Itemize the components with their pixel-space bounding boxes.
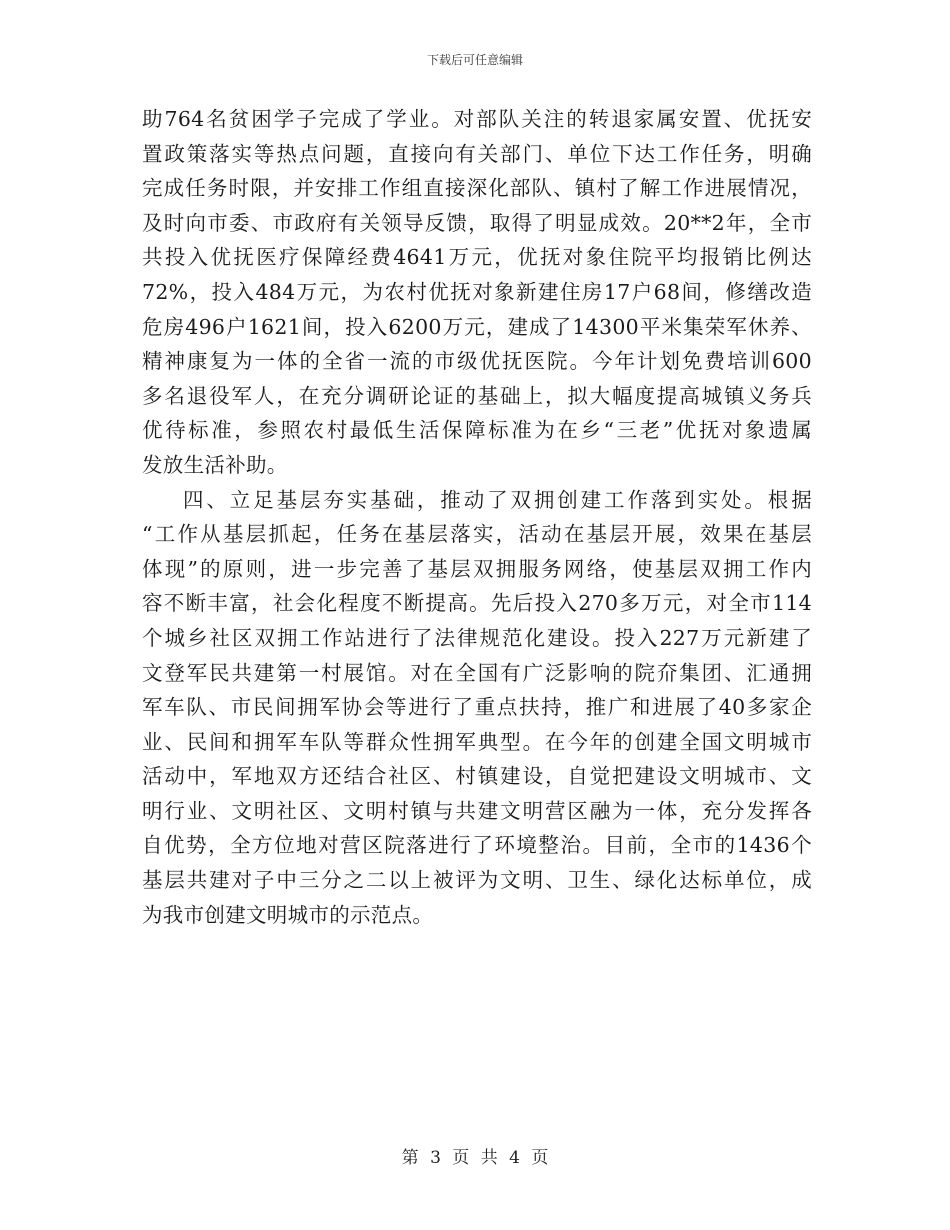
text-line: 完成任务时限，并安排工作组直接深化部队、镇村了解工作进展情况， xyxy=(142,176,812,201)
text-line: 容不断丰富，社会化程度不断提高。先后投入270多万元，对全市114 xyxy=(142,591,812,616)
text-line: 体现”的原则，进一步完善了基层双拥服务网络，使基层双拥工作内 xyxy=(142,556,812,581)
page-header-note: 下载后可任意编辑 xyxy=(426,53,523,67)
text-line: 共投入优抚医疗保障经费4641万元，优抚对象住院平均报销比例达 xyxy=(142,245,812,270)
text-line: 为我市创建文明城市的示范点。 xyxy=(142,902,434,927)
text-line: 军车队、市民间拥军协会等进行了重点扶持，推广和进展了40多家企 xyxy=(142,695,812,720)
text-line: 危房496户1621间，投入6200万元，建成了14300平米集荣军休养、 xyxy=(142,314,812,339)
page-number-footer: 第 3 页 共 4 页 xyxy=(401,1148,549,1168)
text-line: 置政策落实等热点问题，直接向有关部门、单位下达工作任务，明确 xyxy=(142,141,812,166)
document-body xyxy=(142,102,812,932)
paragraph-heading-line: 四、立足基层夯实基础，推动了双拥创建工作落到实处。根据 xyxy=(183,487,812,512)
text-line: 优待标准，参照农村最低生活保障标准为在乡“三老”优抚对象遗属 xyxy=(142,418,812,443)
text-line: 活动中，军地双方还结合社区、村镇建设，自觉把建设文明城市、文 xyxy=(142,764,812,789)
text-line: 精神康复为一体的全省一流的市级优抚医院。今年计划免费培训600 xyxy=(142,349,812,374)
text-line: 及时向市委、市政府有关领导反馈，取得了明显成效。20**2年，全市 xyxy=(142,210,812,235)
text-line: “工作从基层抓起，任务在基层落实，活动在基层开展，效果在基层 xyxy=(142,522,812,547)
text-line: 72%，投入484万元，为农村优抚对象新建住房17户68间，修缮改造 xyxy=(142,279,812,304)
text-line: 文登军民共建第一村展馆。对在全国有广泛影响的院夼集团、汇通拥 xyxy=(142,660,812,685)
text-line: 基层共建对子中三分之二以上被评为文明、卫生、绿化达标单位，成 xyxy=(142,868,812,893)
text-line: 自优势，全方位地对营区院落进行了环境整治。目前，全市的1436个 xyxy=(142,833,812,858)
text-line: 个城乡社区双拥工作站进行了法律规范化建设。投入227万元新建了 xyxy=(142,625,812,650)
text-line: 发放生活补助。 xyxy=(142,452,288,477)
text-line: 业、民间和拥军车队等群众性拥军典型。在今年的创建全国文明城市 xyxy=(142,729,812,754)
text-line: 多名退役军人，在充分调研论证的基础上，拟大幅度提高城镇义务兵 xyxy=(142,383,812,408)
text-line: 明行业、文明社区、文明村镇与共建文明营区融为一体，充分发挥各 xyxy=(142,798,812,823)
text-line: 助764名贫困学子完成了学业。对部队关注的转退家属安置、优抚安 xyxy=(142,107,812,131)
